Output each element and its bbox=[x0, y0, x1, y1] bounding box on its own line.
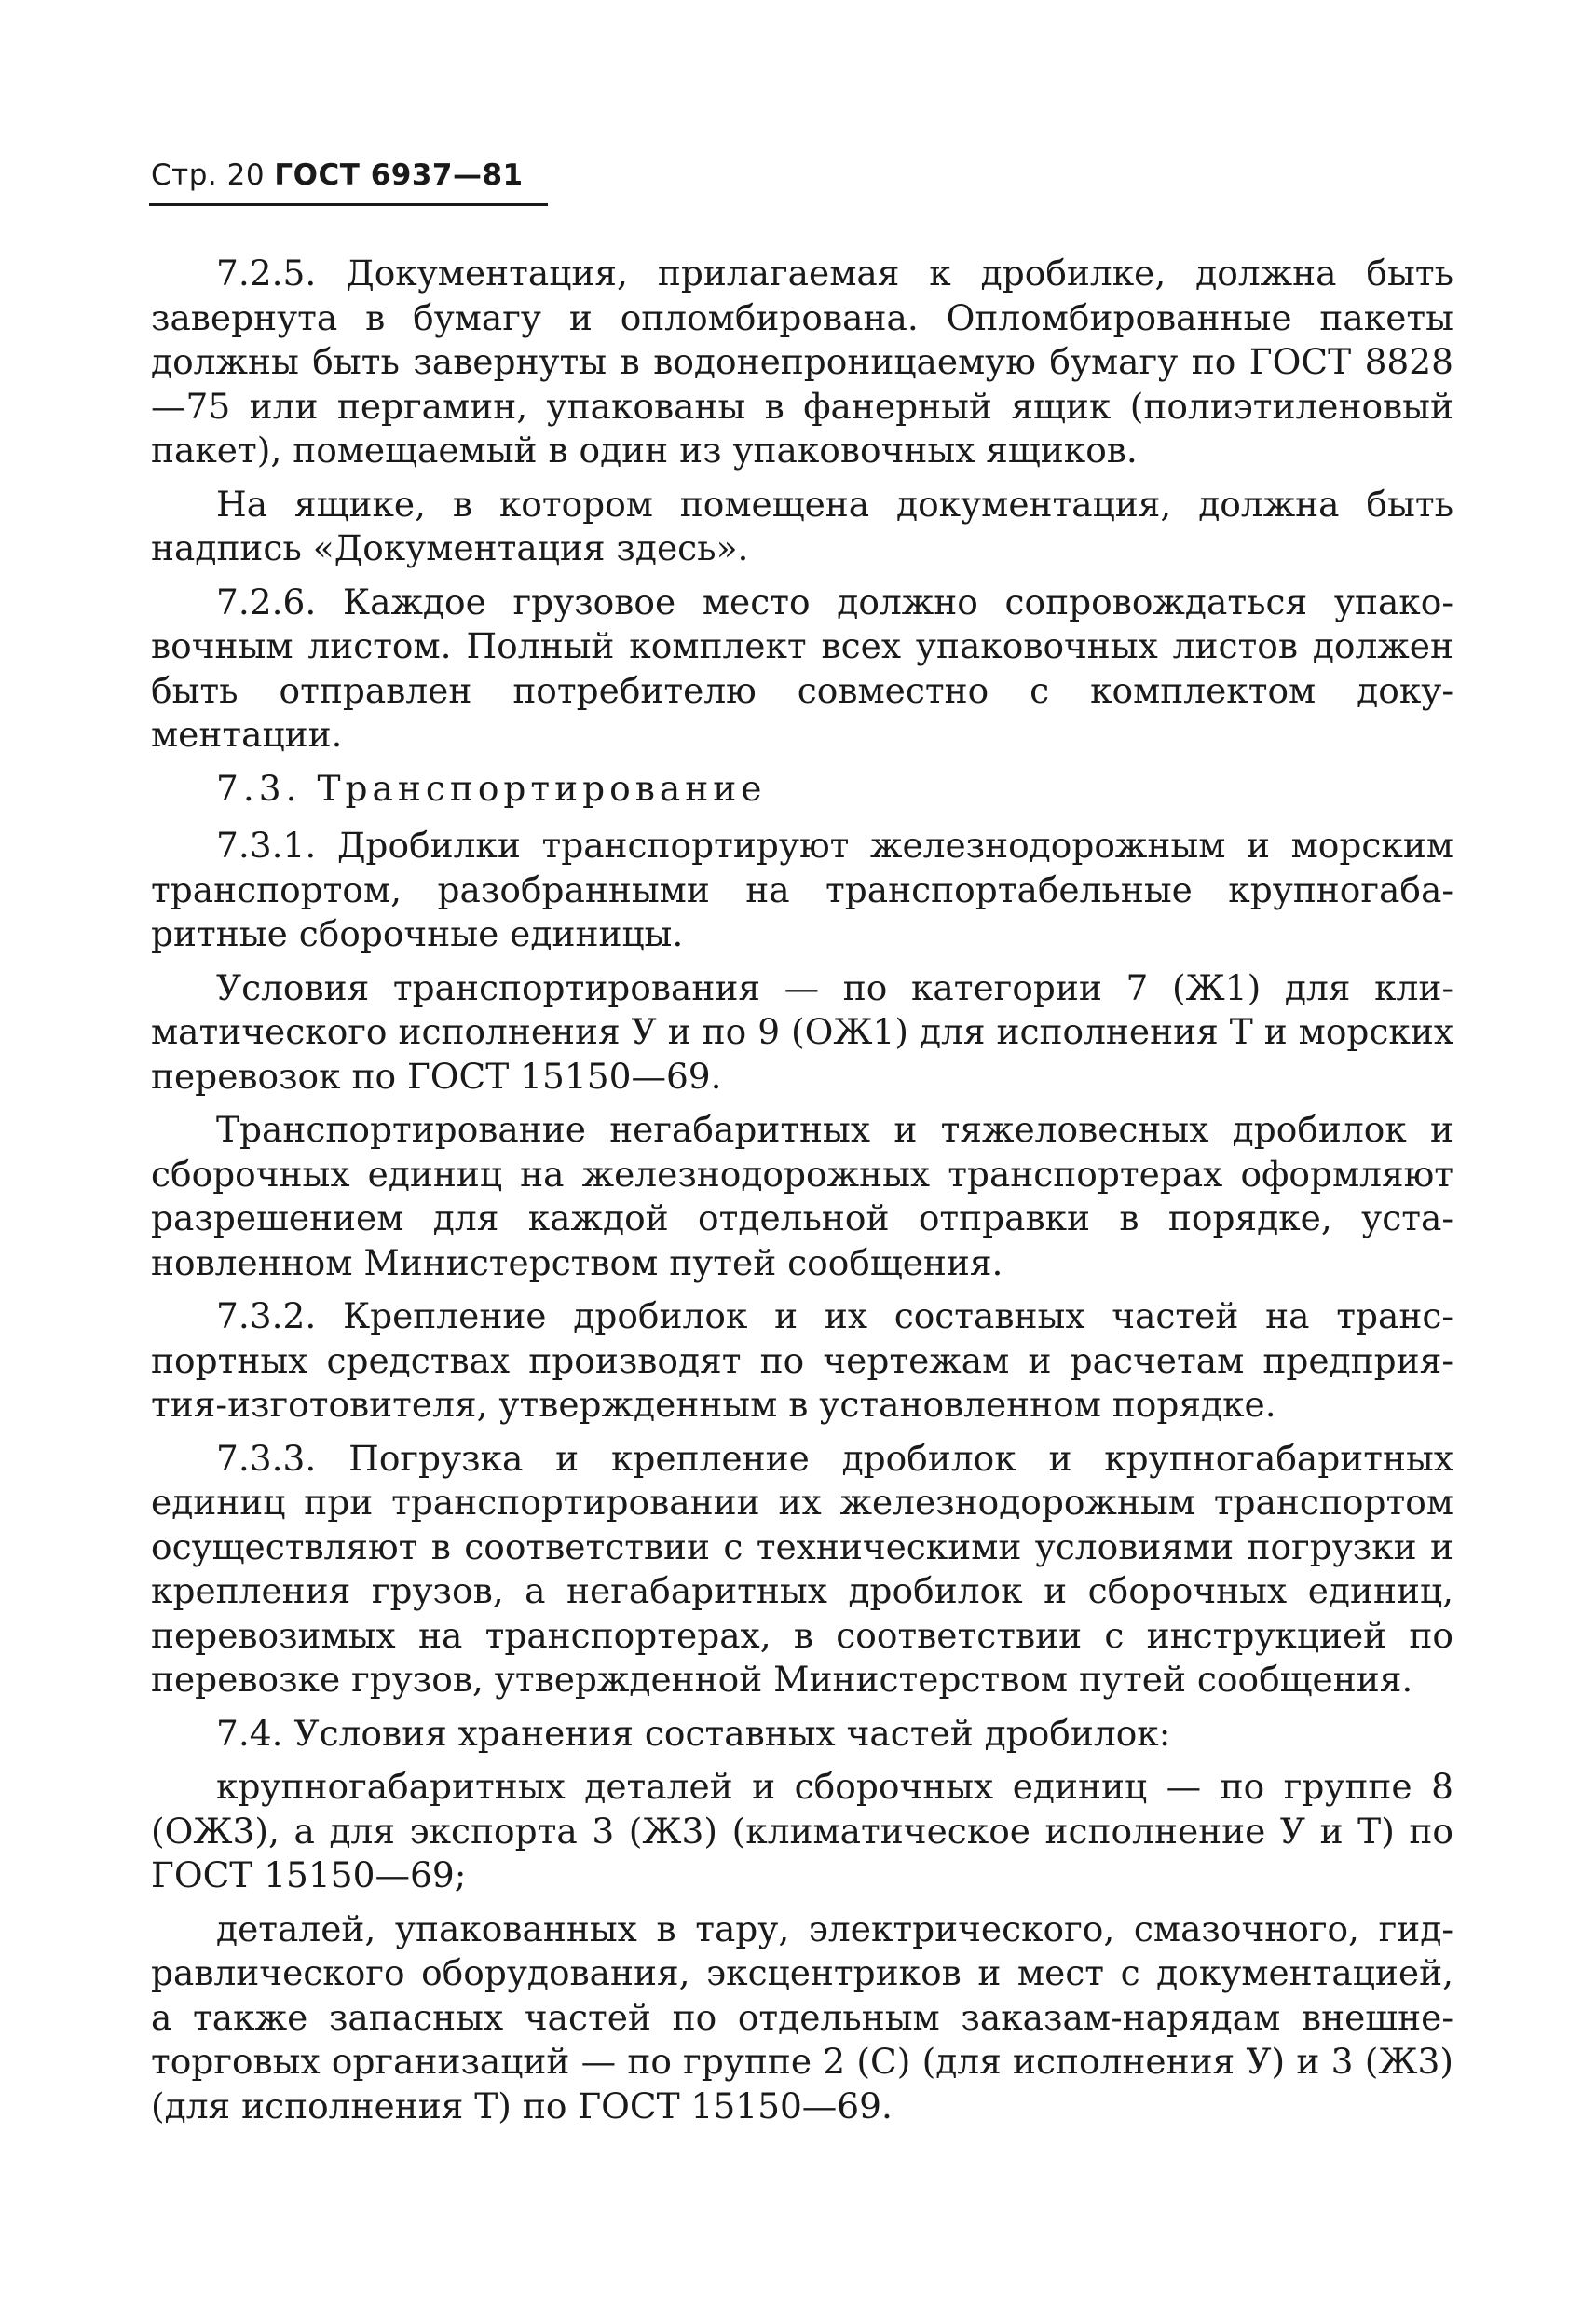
paragraph-7-3-1: 7.3.1. Дробилки транспортируют железнодорожным и морским транспортом, разобранными на транспортабельные крупногабаритные сборочные единицы. bbox=[151, 825, 1453, 954]
paragraph-7-2-5: 7.2.5. Документация, прилагаемая к дробилке, должна быть завернута в бумагу и опломбирована. Опломбированные пакеты должны быть завернуты в водонепроницаемую бумагу по ГОСТ 8828—75 или пергамин, упакованы в фанерный ящик (полиэтиленовый пакет), помещаемый в один из упаковочных ящиков. bbox=[151, 253, 1453, 471]
section-heading-7-3: 7.3. Транспортирование bbox=[216, 767, 767, 809]
paragraph-transport-conditions: Условия транспортирования — по категории 7 (Ж1) для климатического исполнения У и по 9 (ОЖ1) для исполнения Т и морских перевозок по ГОСТ 15150—69. bbox=[151, 966, 1453, 1097]
paragraph-7-2-6: 7.2.6. Каждое грузовое место должно сопровождаться упаковочным листом. Полный комплект всех упаковочных листов должен быть отправлен потребителю совместно с комплектом документации. bbox=[151, 581, 1453, 755]
paragraph-7-4: 7.4. Условия хранения составных частей дробилок: bbox=[216, 1712, 1171, 1754]
paragraph-documentation-label: На ящике, в котором помещена документация, должна быть надпись «Документация здесь». bbox=[151, 483, 1453, 568]
document-body bbox=[151, 252, 1453, 2138]
page-header bbox=[151, 158, 524, 192]
paragraph-oversize-transport: Транспортирование негабаритных и тяжеловесных дробилок и сборочных единиц на железнодорожных транспортерах оформляют разрешением для каждой отдельной отправки в порядке, установленном Министерством путей сообщения. bbox=[151, 1109, 1453, 1283]
paragraph-large-parts-storage: крупногабаритных деталей и сборочных единиц — по группе 8 (ОЖ3), а для экспорта 3 (Ж3) (климатическое исполнение У и Т) по ГОСТ 15150—69; bbox=[151, 1766, 1453, 1895]
header-rule bbox=[149, 203, 548, 206]
page-number: Стр. 20 bbox=[151, 158, 266, 192]
paragraph-7-3-2: 7.3.2. Крепление дробилок и их составных частей на транспортных средствах производят по чертежам и расчетам предприятия-изготовителя, утвержденным в установленном порядке. bbox=[151, 1295, 1453, 1425]
paragraph-packed-parts-storage: деталей, упакованных в тару, электрического, смазочного, гидравлического оборудования, эксцентриков и мест с документацией, а также запасных частей по отдельным заказам-нарядам внешнеторговых организаций — по группе 2 (С) (для исполнения У) и 3 (Ж3) (для исполнения Т) по ГОСТ 15150—69. bbox=[151, 1908, 1453, 2126]
paragraph-7-3-3: 7.3.3. Погрузка и крепление дробилок и крупногабаритных единиц при транспортировании их железнодорожным транспортом осуществляют в соответствии с техническими условиями погрузки и крепления грузов, а негабаритных дробилок и сборочных единиц, перевозимых на транспортерах, в соответствии с инструкцией по перевозке грузов, утвержденной Министерством путей сообщения. bbox=[151, 1437, 1453, 1700]
standard-designation: ГОСТ 6937—81 bbox=[274, 158, 524, 192]
